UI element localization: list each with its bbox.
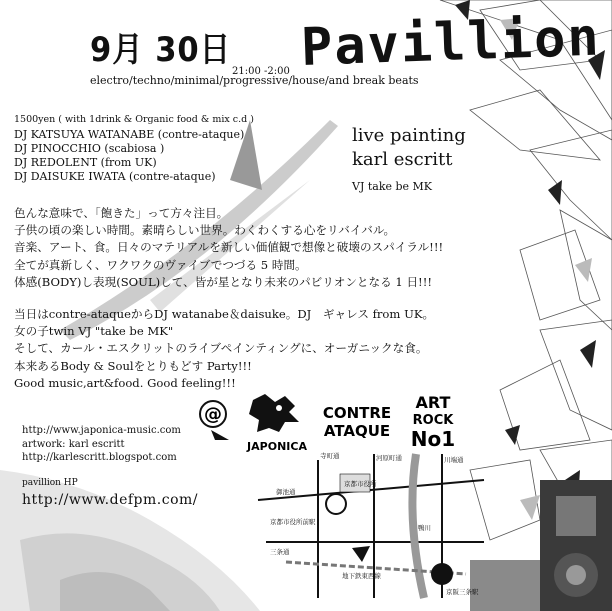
- map-label: 川端通: [444, 456, 464, 464]
- lion-icon: [249, 394, 299, 432]
- text-line: 色んな意味で、「飽きた」って方々注目。: [14, 206, 229, 220]
- dj-item: DJ DAISUKE IWATA (contre-ataque): [14, 170, 216, 183]
- genre-list: electro/techno/minimal/progressive/house/and break beats: [90, 74, 419, 87]
- dj-item: DJ KATSUYA WATANABE (contre-ataque): [14, 128, 245, 141]
- keihan-sanjo-station-marker: [431, 563, 453, 585]
- event-title: Pavillion: [300, 7, 602, 78]
- artwork-credit: artwork: karl escritt: [22, 438, 125, 450]
- contre-logo-line1: CONTRE: [322, 404, 392, 422]
- map-label: 三条通: [270, 548, 290, 556]
- live-painting-block: [352, 124, 466, 172]
- text-line: 体感(BODY)し表現(SOUL)して、皆が星となり未来のパビリオンとなる 1 日!!!: [14, 274, 433, 289]
- pavillion-url-link[interactable]: http://www.defpm.com/: [22, 492, 198, 508]
- japonica-logo-text: JAPONICA: [247, 440, 307, 453]
- event-date: 9月 30日: [90, 30, 232, 70]
- logo-row: [195, 392, 475, 458]
- artrock-logo-line3: No1: [410, 427, 456, 451]
- map-label: 御池通: [276, 488, 296, 496]
- ticket-price: 1500yen ( with 1drink & Organic food & mix c.d ): [14, 114, 254, 125]
- text-line: 音楽、アート、食。日々のマテリアルを新しい価値観で想像と破壊のスパイラル!!!: [14, 240, 444, 255]
- blog-link[interactable]: http://karlescritt.blogspot.com: [22, 452, 177, 463]
- links-block: [22, 424, 181, 465]
- text-line: 子供の頃の楽しい時間。素晴らしい世界。わくわくする心をリバイバル。: [14, 223, 396, 238]
- artrock-logo-line2: ROCK: [412, 413, 454, 428]
- description-paragraph-2: [14, 306, 434, 392]
- map-label: 鴨川: [418, 524, 431, 532]
- text-line: そして、カール・エスクリットのライブペインティングに、オーガニックな食。: [14, 341, 428, 356]
- artrock-logo-line1: ART: [415, 393, 451, 412]
- text-line: Good music,art&food. Good feeling!!!: [14, 375, 236, 390]
- live-painting-label: live painting: [352, 125, 466, 146]
- event-time: 21:00 -2:00: [232, 66, 290, 77]
- description-paragraph-1: [14, 205, 443, 291]
- vj-credit: VJ take be MK: [352, 180, 433, 193]
- at-sign: @: [204, 404, 222, 425]
- text-line: 全てが真新しく、ワクワクのヴァイブでつづる 5 時間。: [14, 257, 307, 272]
- map-label: 河原町通: [376, 454, 402, 462]
- text-line: 女の子twin VJ "take be MK": [14, 324, 174, 339]
- pavillion-hp-label: pavillion HP: [22, 478, 78, 488]
- japonica-link[interactable]: http://www.japonica-music.com: [22, 425, 181, 436]
- map-label: 京阪三条駅: [446, 588, 479, 596]
- dj-item: DJ PINOCCHIO (scabiosa ): [14, 142, 165, 155]
- city-hall-station-marker: [326, 494, 346, 514]
- contre-logo-line2: ATAQUE: [323, 422, 391, 440]
- map-label: 寺町通: [320, 452, 340, 460]
- venue-marker-icon: [352, 546, 370, 562]
- map-label: 地下鉄東西線: [342, 572, 381, 580]
- arrow-icon: [211, 430, 229, 440]
- access-map: [256, 450, 486, 600]
- text-line: 本来あるBody & Soulをとりもどす Party!!!: [14, 358, 252, 373]
- text-line: 当日はcontre-ataqueからDJ watanabe＆daisuke。DJ ギャレス from UK。: [14, 307, 435, 321]
- map-label: 京都市役所: [344, 480, 377, 488]
- dj-item: DJ REDOLENT (from UK): [14, 156, 157, 169]
- map-label: 京都市役所前駅: [270, 518, 316, 526]
- painter-name: karl escritt: [352, 149, 453, 170]
- dj-lineup: [14, 128, 244, 184]
